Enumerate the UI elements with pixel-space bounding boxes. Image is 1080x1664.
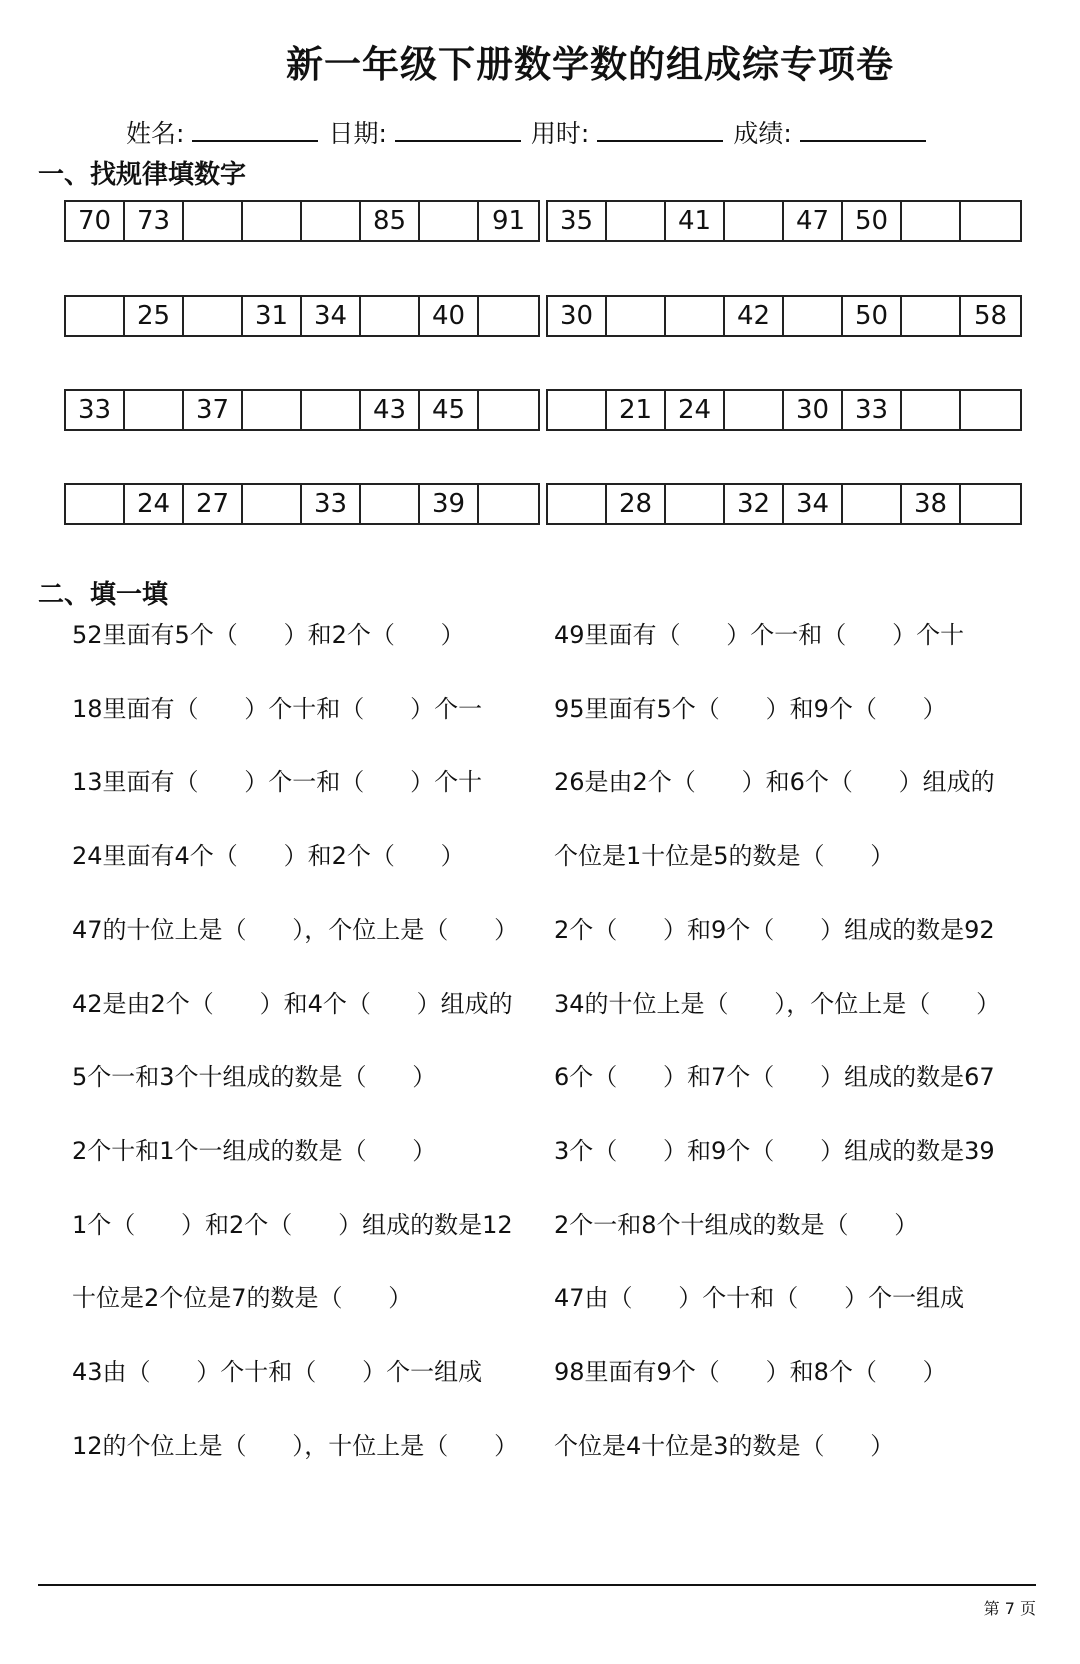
grid-cell-number: 42	[725, 297, 784, 335]
student-info-row	[126, 114, 936, 150]
time-label: 用时:	[530, 119, 590, 148]
grid-cell-number: 34	[784, 485, 843, 523]
grid-cell-number: 31	[243, 297, 302, 335]
grid-cell-number: 37	[184, 391, 243, 429]
grid-cell-blank[interactable]	[125, 391, 184, 429]
question-left[interactable]: 2个十和1个一组成的数是（ ）	[72, 1136, 437, 1165]
name-blank[interactable]	[192, 114, 318, 142]
grid-cell-number: 24	[125, 485, 184, 523]
grid-cell-blank[interactable]	[243, 391, 302, 429]
pattern-grid	[546, 295, 1022, 337]
pattern-grid	[64, 200, 540, 242]
grid-cell-number: 38	[902, 485, 961, 523]
date-label: 日期:	[328, 119, 387, 148]
score-blank[interactable]	[800, 114, 926, 142]
grid-cell-blank[interactable]	[784, 297, 843, 335]
question-right[interactable]: 2个一和8个十组成的数是（ ）	[554, 1210, 919, 1239]
grid-cell-blank[interactable]	[361, 297, 420, 335]
question-right[interactable]: 2个（ ）和9个（ ）组成的数是92	[554, 915, 995, 944]
grid-cell-number: 43	[361, 391, 420, 429]
question-left[interactable]: 24里面有4个（ ）和2个（ ）	[72, 842, 465, 871]
pattern-grid	[64, 389, 540, 431]
time-blank[interactable]	[597, 114, 723, 142]
grid-cell-number: 25	[125, 297, 184, 335]
grid-cell-number: 21	[607, 391, 666, 429]
question-left[interactable]: 43由（ ）个十和（ ）个一组成	[72, 1358, 483, 1386]
pattern-grid	[64, 483, 540, 525]
question-left[interactable]: 12的个位上是（ ），十位上是（ ）	[72, 1431, 519, 1460]
grid-cell-blank[interactable]	[902, 297, 961, 335]
name-label: 姓名:	[126, 119, 185, 148]
grid-cell-blank[interactable]	[961, 202, 1020, 240]
grid-cell-blank[interactable]	[548, 485, 607, 523]
question-right[interactable]: 个位是4十位是3的数是（ ）	[554, 1431, 895, 1460]
page-number: 第 7 页	[983, 1599, 1036, 1618]
question-right[interactable]: 6个（ ）和7个（ ）组成的数是67	[554, 1063, 995, 1092]
grid-cell-blank[interactable]	[902, 202, 961, 240]
score-label: 成绩:	[733, 119, 792, 148]
grid-cell-blank[interactable]	[66, 297, 125, 335]
question-right[interactable]: 26是由2个（ ）和6个（ ）组成的	[554, 768, 995, 797]
grid-cell-number: 28	[607, 485, 666, 523]
worksheet-title: 新一年级下册数学数的组成综专项卷	[286, 43, 894, 86]
question-right[interactable]: 个位是1十位是5的数是（ ）	[554, 842, 895, 871]
grid-cell-number: 91	[491, 206, 526, 236]
grid-cell-blank[interactable]	[302, 391, 361, 429]
grid-cell-number: 33	[843, 391, 902, 429]
question-left[interactable]: 十位是2个位是7的数是（ ）	[72, 1284, 413, 1313]
grid-cell-blank[interactable]	[843, 485, 902, 523]
question-left[interactable]: 47的十位上是（ ），个位上是（ ）	[72, 915, 519, 944]
question-right[interactable]: 34的十位上是（ ），个位上是（ ）	[554, 989, 1001, 1018]
question-left[interactable]: 52里面有5个（ ）和2个（ ）	[72, 621, 465, 649]
pattern-grid	[64, 295, 540, 337]
grid-cell-blank[interactable]	[302, 202, 361, 240]
question-right[interactable]: 95里面有5个（ ）和9个（ ）	[554, 694, 947, 723]
grid-cell-number: 50	[843, 297, 902, 335]
grid-cell-number: 30	[548, 297, 607, 335]
pattern-grid	[546, 200, 1022, 242]
question-left[interactable]: 1个（ ）和2个（ ）组成的数是12	[72, 1210, 513, 1239]
grid-cell-number: 50	[843, 202, 902, 240]
grid-cell-blank[interactable]	[666, 485, 725, 523]
grid-cell-number: 24	[666, 391, 725, 429]
grid-cell-blank[interactable]	[607, 297, 666, 335]
pattern-grid	[546, 389, 1022, 431]
grid-cell-blank[interactable]	[666, 297, 725, 335]
grid-cell-blank[interactable]	[361, 485, 420, 523]
grid-cell-blank[interactable]	[184, 297, 243, 335]
grid-cell-blank[interactable]	[66, 485, 125, 523]
grid-cell-number: 73	[125, 202, 184, 240]
question-left[interactable]: 42是由2个（ ）和4个（ ）组成的	[72, 989, 513, 1018]
section1-title: 一、找规律填数字	[38, 160, 247, 190]
question-right[interactable]: 49里面有（ ）个一和（ ）个十	[554, 621, 965, 649]
grid-cell-number: 41	[666, 202, 725, 240]
grid-cell-number: 32	[725, 485, 784, 523]
section2-title: 二、填一填	[38, 580, 169, 610]
grid-cell-blank[interactable]	[420, 202, 479, 240]
grid-cell-blank[interactable]	[479, 485, 538, 523]
question-right[interactable]: 47由（ ）个十和（ ）个一组成	[554, 1284, 965, 1313]
grid-cell-number: 34	[302, 297, 361, 335]
grid-cell-number: 47	[784, 202, 843, 240]
grid-cell-blank[interactable]	[961, 485, 1020, 523]
grid-cell-number: 33	[302, 485, 361, 523]
grid-cell-blank[interactable]	[243, 202, 302, 240]
question-left[interactable]: 13里面有（ ）个一和（ ）个十	[72, 768, 483, 797]
question-left[interactable]: 18里面有（ ）个十和（ ）个一	[72, 694, 483, 723]
time-field	[531, 114, 723, 150]
grid-cell-blank[interactable]	[184, 202, 243, 240]
grid-cell-blank[interactable]	[548, 391, 607, 429]
grid-cell-number: 85	[361, 202, 420, 240]
grid-cell-blank[interactable]	[479, 391, 538, 429]
grid-cell-number: 40	[420, 297, 479, 335]
question-right[interactable]: 98里面有9个（ ）和8个（ ）	[554, 1358, 947, 1386]
question-left[interactable]: 5个一和3个十组成的数是（ ）	[72, 1063, 437, 1092]
grid-cell-number: 70	[66, 202, 125, 240]
grid-cell-blank[interactable]	[961, 391, 1020, 429]
footer-divider	[38, 1584, 1036, 1586]
grid-cell-number: 35	[548, 202, 607, 240]
score-field	[733, 114, 925, 150]
date-blank[interactable]	[395, 114, 521, 142]
grid-cell-blank[interactable]	[479, 297, 538, 335]
date-field	[328, 114, 520, 150]
grid-cell-number: 45	[420, 391, 479, 429]
grid-cell-blank[interactable]	[902, 391, 961, 429]
grid-cell-blank[interactable]	[607, 202, 666, 240]
grid-cell-blank[interactable]	[725, 202, 784, 240]
pattern-grid	[546, 483, 1022, 525]
grid-cell-blank[interactable]	[725, 391, 784, 429]
grid-cell-number: 33	[66, 391, 125, 429]
grid-cell-number: 27	[184, 485, 243, 523]
grid-cell-number: 39	[420, 485, 479, 523]
question-right[interactable]: 3个（ ）和9个（ ）组成的数是39	[554, 1136, 995, 1165]
name-field	[126, 114, 318, 150]
grid-cell-number: 30	[784, 391, 843, 429]
grid-cell-number: 58	[973, 301, 1008, 331]
grid-cell-blank[interactable]	[243, 485, 302, 523]
